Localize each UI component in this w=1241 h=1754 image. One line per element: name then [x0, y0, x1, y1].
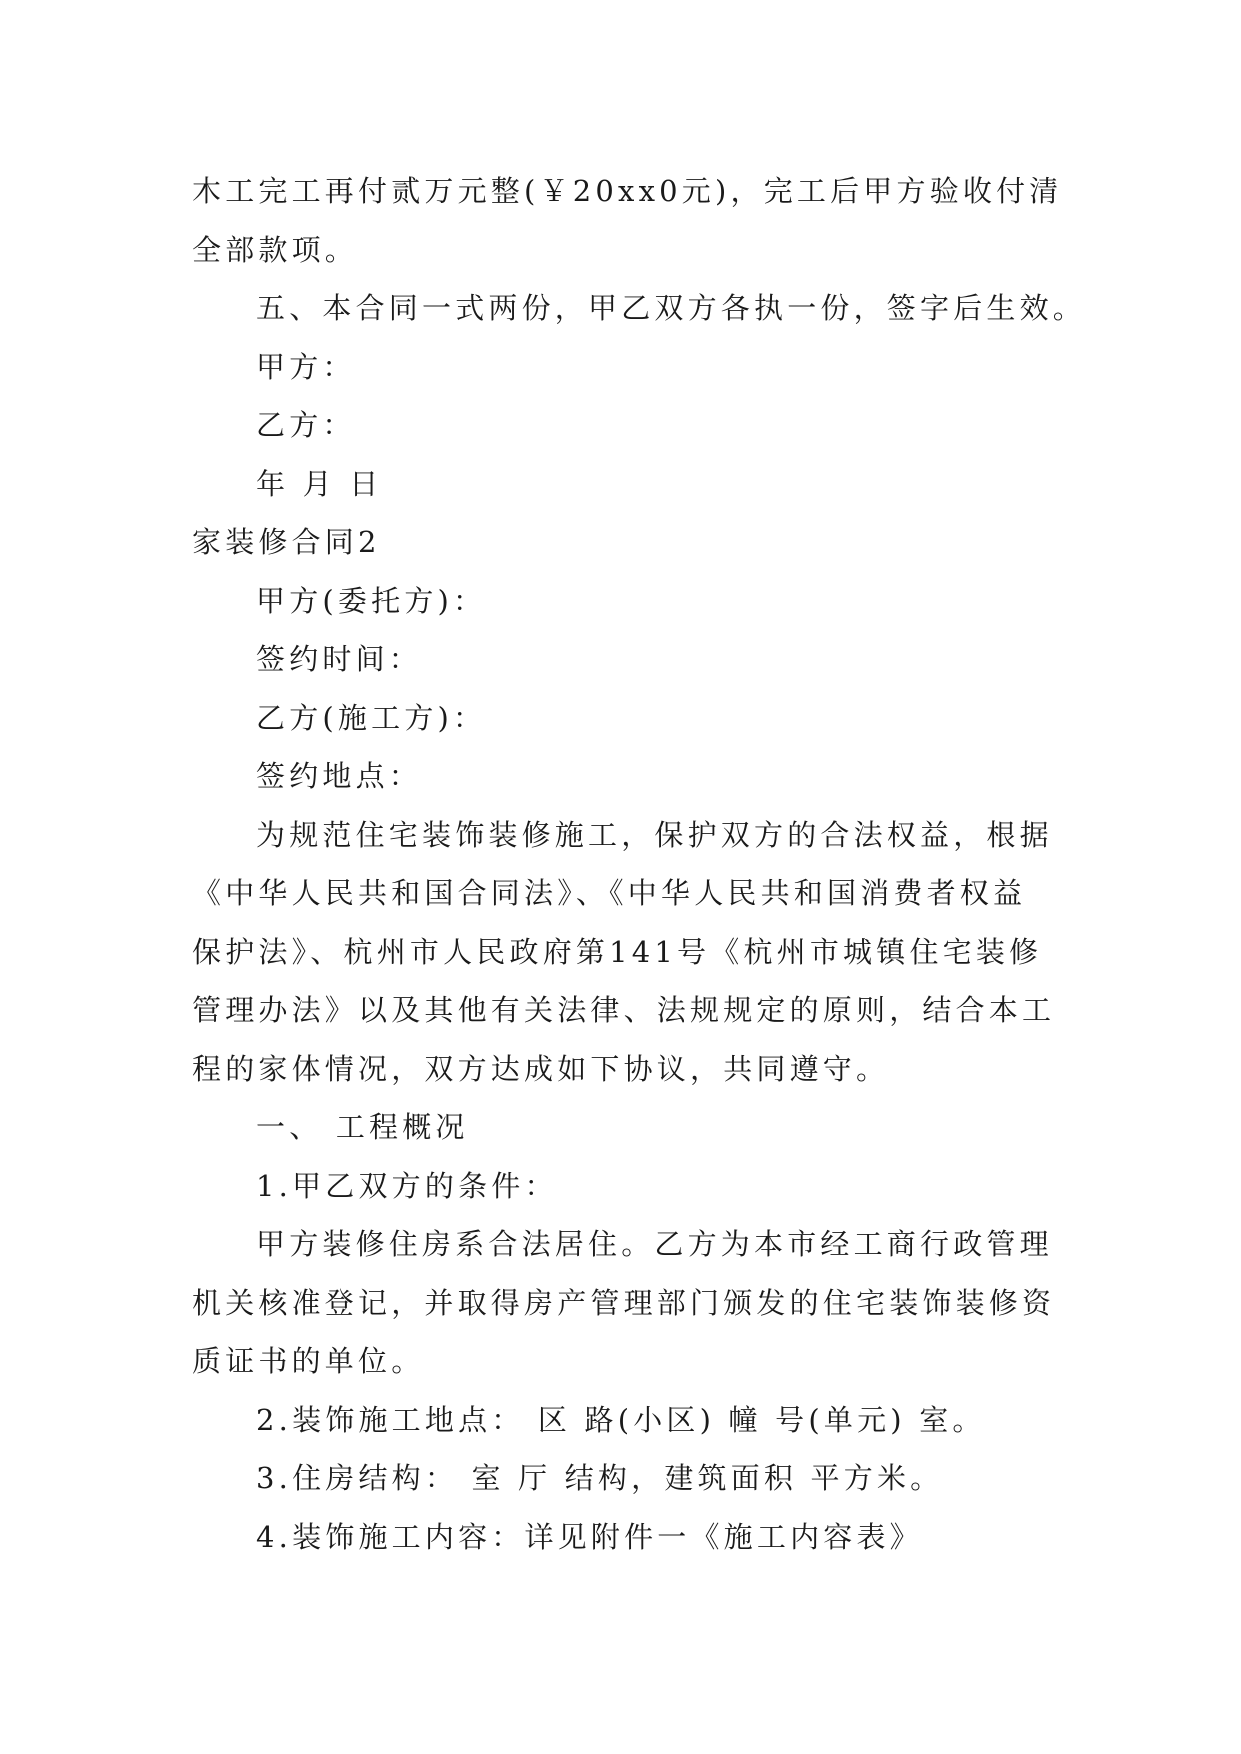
text-line: 木工完工再付贰万元整(￥20xx0元)，完工后甲方验收付清: [192, 174, 1063, 208]
preamble-line: 为规范住宅装饰装修施工，保护双方的合法权益，根据: [256, 817, 1053, 852]
date-line: 年 月 日: [256, 466, 383, 501]
party-b-signature-label: 乙方：: [256, 408, 356, 442]
party-b-label: 乙方(施工方)：: [256, 700, 487, 735]
text-line: 全部款项。: [192, 232, 359, 267]
preamble-line: 管理办法》以及其他有关法律、法规规定的原则，结合本工: [192, 993, 1056, 1027]
signing-place-label: 签约地点：: [256, 759, 423, 793]
item-structure: 3.住房结构： 室 厅 结构，建筑面积 平方米。: [256, 1461, 944, 1495]
document-body: [192, 162, 1087, 1566]
item-location: 2.装饰施工地点： 区 路(小区) 幢 号(单元) 室。: [256, 1402, 986, 1437]
preamble-line: 《中华人民共和国合同法》、《中华人民共和国消费者权益: [192, 876, 1027, 910]
preamble-line: 保护法》、杭州市人民政府第141号《杭州市城镇住宅装修: [192, 934, 1043, 969]
paragraph-line: 甲方装修住房系合法居住。乙方为本市经工商行政管理: [256, 1227, 1053, 1261]
paragraph-line: 机关核准登记，并取得房产管理部门颁发的住宅装饰装修资: [192, 1285, 1056, 1320]
signing-time-label: 签约时间：: [256, 642, 423, 676]
item-heading: 1.甲乙双方的条件：: [256, 1168, 558, 1203]
section-heading-overview: 一、 工程概况: [256, 1110, 469, 1144]
party-a-signature-label: 甲方：: [256, 349, 356, 384]
section-title: 家装修合同2: [192, 525, 381, 559]
item-content: 4.装饰施工内容：详见附件一《施工内容表》: [256, 1519, 923, 1554]
paragraph-line: 质证书的单位。: [192, 1344, 425, 1378]
clause-five: 五、本合同一式两份，甲乙双方各执一份，签字后生效。: [256, 291, 1087, 325]
preamble-line: 程的家体情况，双方达成如下协议，共同遵守。: [192, 1051, 890, 1086]
party-a-label: 甲方(委托方)：: [256, 583, 487, 618]
